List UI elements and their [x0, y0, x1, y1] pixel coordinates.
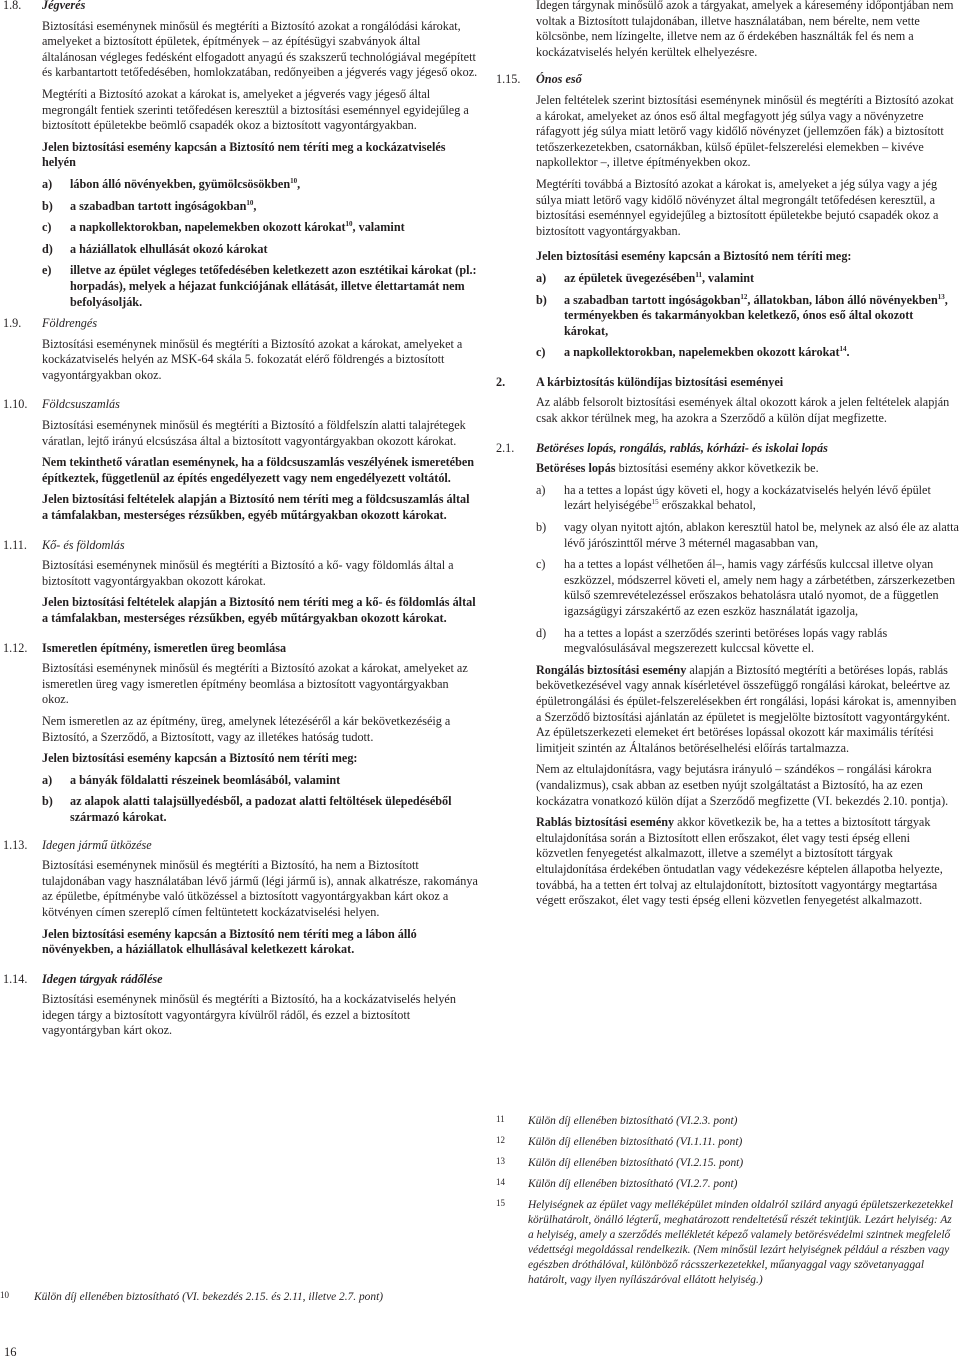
footnote-number: 13: [496, 1156, 505, 1166]
exclusion-heading: Jelen biztosítási esemény kapcsán a Biztosító nem téríti meg a kockázatviselés helyén: [42, 139, 446, 170]
paragraph: Biztosítási eseménynek minősül és megtéríti a Biztosító azokat a rongálódási károkat, amelyeket a biztosított épületek, építmények – az építésügyi szabványok által általánosan végleges fedésként elfogadott anyagú és szakszerű technológiával megépített és karbantartott tetőfedésében, homlokzatában, redőnyeiben a jégverés vagy jégeső okoz.: [42, 18, 478, 80]
list-letter: c): [536, 557, 546, 572]
right-column: [496, 0, 960, 1286]
idegen-targy-definition: [496, 0, 960, 60]
list-letter: a): [536, 270, 547, 285]
footnote-number: 11: [496, 1114, 505, 1124]
footnote-number: 15: [496, 1198, 505, 1208]
list-item: [42, 220, 478, 236]
list-text: lábon álló növényekben, gyümölcsösökben: [70, 176, 291, 191]
list-letter: c): [536, 345, 546, 360]
section-number: 2.1.: [496, 440, 515, 455]
section-title: Betöréses lopás, rongálás, rablás, kórházi- és iskolai lopás: [536, 440, 828, 455]
exclusion-heading: Jelen biztosítási esemény kapcsán a Biztosító nem téríti meg:: [42, 751, 358, 766]
section-title: Földrengés: [42, 316, 98, 331]
paragraph: Nem az eltulajdonításra, vagy bejutásra irányuló – szándékos – rongálási károkra (vandalizmus), csak abban az esetben nyújt szolgáltatást a Biztosító, ha az ezen kockázatra vonatkozó külön díjat a Szerződő megfizette (VI. bekezdés 2.10. pontja).: [536, 762, 949, 808]
list-text: a bányák földalatti részeinek beomlásából, valamint: [70, 772, 341, 787]
list-item: [536, 557, 960, 619]
list-text: erőszakkal behatol,: [658, 498, 756, 513]
section-number: 1.9.: [3, 316, 22, 331]
condition-list: [536, 483, 960, 657]
list-item: [42, 177, 478, 193]
list-letter: a): [536, 482, 546, 497]
list-text: a napkollektorokban, napelemekben okozott károkat: [70, 220, 346, 235]
list-text: a szabadban tartott ingóságokban: [564, 292, 741, 307]
list-text: , állatokban, lábon álló növényekben: [747, 292, 938, 307]
paragraph: Idegen tárgynak minősülő azok a tárgyakat, amelyek a káresemény időpontjában nem voltak a Biztosított tulajdonában, illetve használatában, nem bérelte, nem vette kölcsönbe, nem lízingelte, illetve nem az ő érdekében használták fel és nem a kockázatviselés helyén kerültek elhelyezésre.: [536, 0, 954, 59]
page-number: 16: [4, 1345, 17, 1359]
section-title: Jégverés: [42, 0, 86, 12]
list-text: ha a tettes a lopást a szerződés szerinti betöréses lopás vagy rablás megvalósulásával megszerezett kulccsal követte el.: [564, 625, 888, 656]
section-1-15: [496, 72, 960, 361]
footnote-text: Külön díj ellenében biztosítható (VI.2.3. pont): [528, 1115, 738, 1127]
list-text: ha a tettes a lopást úgy követi el, hogy a kockázatviselés helyén lévő épület lezárt helyiségébe: [564, 482, 931, 513]
paragraph: Biztosítási eseménynek minősül és megtéríti a Biztosító, ha a kockázatviselés helyén idegen tárgy a biztosított vagyontárgyra kívülről rádől, és ezzel a biztosított vagyontárgyban kárt okoz.: [42, 992, 456, 1038]
paragraph: Biztosítási eseménynek minősül és megtéríti a Biztosító, ha nem a Biztosított tulajdonában vagy használatában lévő jármű (légi jármű is), annak alkatrésze, rakománya az épületbe, építménybe való ütközéssel a biztosított vagyontárgyakban kárt okoz a kötvényen címen szereplő címen feltüntetett kockázatviselési helyen.: [42, 858, 478, 919]
list-item: [42, 199, 478, 215]
list-item: [536, 345, 960, 361]
section-1-9: [0, 316, 478, 383]
list-item: [536, 293, 960, 340]
footnote-ref: 10: [290, 176, 298, 185]
footnote-ref: 12: [740, 292, 748, 301]
paragraph: Biztosítási eseménynek minősül és megtéríti a Biztosító a földfelszín alatti talajrétegek váratlan, lejtő irányú elcsúszása által a biztosított vagyontárgyakban okozott károkat.: [42, 418, 466, 448]
paragraph: Jelen feltételek szerint biztosítási eseménynek minősül és megtéríti a Biztosító azokat a károkat, amelyeket az ónos eső által megfagyott jég súlya vagy a növényzetre ráfagyott jég súlya miatt letörő vagy kidőlő növényzet (jellemzően fák) a biztosított tetőszerkezetekben, csatornákban, külső épület-felszerelési elemekben – kivéve napkollektor –, illetve építményekben okoz.: [536, 92, 954, 170]
footnote-ref: 10: [345, 220, 353, 229]
footnote-text: Külön díj ellenében biztosítható (VI.2.7. pont): [528, 1178, 738, 1190]
footnote: [496, 1135, 960, 1150]
section-1-11: [0, 538, 478, 627]
footnote-ref: 13: [937, 292, 945, 301]
section-title: Ismeretlen építmény, ismeretlen üreg beomlása: [42, 640, 287, 655]
list-letter: b): [536, 292, 547, 307]
list-tail: , valamint: [352, 220, 405, 235]
footnote-text: Helyiségnek az épület vagy melléképület minden oldalról szilárd anyagú épületszerkezetekkel körülhatárolt, önálló légterű, meghatározott rendeltetésű részét tekintjük. Lezárt helyiség: Az a helyiség, amely a szerződés mellékletét képező valamely betörésvédelmi szintnek megfelelő védettségi megoldással rendelkezik. (Nem minősül lezárt helyiségnek például a részben vagy egészben dróthálóval, különböző rácsszerkezetekkel, műanyaggal vagy szövetanyaggal határolt, vagy ilyen nyílászáróval ellátott helyiség.): [528, 1199, 954, 1286]
list-text: vagy olyan nyitott ajtón, ablakon keresztül hatol be, melynek az alsó éle az alatta lévő járószinttől mérve 3 méternél magasabban van,: [564, 520, 959, 550]
section-number: 1.12.: [3, 640, 28, 655]
section-1-8: [0, 0, 478, 310]
list-text: ha a tettes a lopást vélhetően ál–, hamis vagy zárfésűs kulccsal illetve olyan eszközzel, módszerrel követi el, amely nem hagy a zárbetétben, zárszerkezetben külső szemrevételezéssel erőszakos behatolásra utaló nyomot, de a független igazságügyi zárszakértő az ezen eszköz használatát igazolja,: [564, 557, 956, 618]
list-item: [536, 483, 960, 514]
footnote: [496, 1177, 960, 1192]
list-text: a szabadban tartott ingóságokban: [70, 198, 247, 213]
list-letter: e): [42, 263, 52, 278]
list-text: illetve az épület végleges tetőfedésében keletkezett azon esztétikai károkat (pl.: horpadás), melyek a héjazat funkciójának ellátását, illetve élettartamát nem befolyásolják.: [70, 263, 477, 309]
section-2-1: [496, 441, 960, 909]
exclusion-list: [536, 271, 960, 361]
footnotes-left: [0, 1290, 478, 1305]
term-rest: alapján a Biztosító megtéríti a betöréses lopás, rablás bekövetkezésével vagy annak kísérletével összefüggő rongálási károkat, beleértve az épületrongálási és épület-felszerelésekben ért rongálási, lopási károkat is, amennyiben a Szerződő biztosítási ajánlatán az épületet is megjelölte biztosított vagyontárgyként. Az épületszerkezeti elemeket ért betöréses lopással okozott kár maximális térítési limitjeit szintén az Általános betöréselhelési előírás tartalmazza.: [536, 662, 957, 755]
list-letter: d): [536, 625, 547, 640]
section-number: 1.10.: [3, 397, 28, 412]
list-letter: b): [536, 520, 547, 535]
paragraph: [536, 815, 960, 909]
list-item: [42, 773, 478, 789]
list-letter: d): [42, 241, 53, 256]
list-text: az alapok alatti talajsüllyedésből, a padozat alatti feltöltések ülepedéséből származó károkat.: [70, 794, 452, 824]
term-rest: biztosítási esemény akkor következik be.: [615, 461, 819, 476]
list-letter: a): [42, 772, 53, 787]
section-number: 1.15.: [496, 72, 521, 87]
footnote-ref: 11: [695, 270, 702, 279]
section-number: 1.8.: [3, 0, 22, 12]
section-title: Kő- és földomlás: [42, 537, 125, 552]
section-number: 1.11.: [3, 537, 27, 552]
list-text: .: [846, 345, 850, 360]
section-title: Idegen tárgyak rádőlése: [42, 971, 163, 986]
footnote-text: Külön díj ellenében biztosítható (VI. bekezdés 2.15. és 2.11, illetve 2.7. pont): [34, 1291, 384, 1303]
section-number: 2.: [496, 374, 506, 389]
paragraph: Megtéríti továbbá a Biztosító azokat a károkat is, amelyeket a jég súlya vagy a jég súlya miatt letörő vagy kidőlő növényzet által megrongált tetőfedésen keresztül, a biztosítási eseménnyel egyidejűleg a biztosított épületekbe bejutó csapadék okoz a biztosított vagyontárgyakban.: [536, 176, 939, 238]
exclusion-list: [42, 773, 478, 826]
paragraph: Biztosítási eseménynek minősül és megtéríti a Biztosító azokat a károkat, amelyeket az ismeretlen üreg vagy ismeretlen építmény beomlása a biztosított vagyontárgyakban okoz.: [42, 661, 468, 707]
list-letter: b): [42, 794, 53, 809]
footnote-ref: 14: [839, 345, 847, 354]
paragraph: Az alább felsorolt biztosítási események által okozott károk a jelen feltételek alapján csak akkor térülnek meg, ha azokra a Szerződő a külön díjat megfizette.: [536, 395, 950, 426]
footnote: [496, 1114, 960, 1129]
paragraph: Nem ismeretlen az az építmény, üreg, amelynek létezéséről a kár bekövetkezéséig a Biztosító, a Szerződő, a Biztosított, vagy az illetékes hatóság tudott.: [42, 713, 451, 744]
section-1-12: [0, 641, 478, 826]
list-item: [42, 242, 478, 258]
section-1-10: [0, 397, 478, 523]
list-item: [42, 794, 478, 825]
footnote-number: 10: [0, 1290, 9, 1300]
section-title: A kárbiztosítás különdíjas biztosítási eseményei: [536, 374, 784, 389]
list-text: a napkollektorokban, napelemekben okozott károkat: [564, 345, 840, 360]
list-text: az épületek üvegezésében: [564, 270, 696, 285]
footnote-text: Külön díj ellenében biztosítható (VI.2.15. pont): [528, 1157, 744, 1169]
paragraph-bold: Jelen biztosítási feltételek alapján a Biztosító nem téríti meg a földcsuszamlás által a támfalakban, mesterséges rézsűkben, egyéb műtárgyakban okozott károkat.: [42, 492, 470, 523]
paragraph: Biztosítási eseménynek minősül és megtéríti a Biztosító a kő- vagy földomlás által a biztosított vagyontárgyakban okozott károkat.: [42, 558, 454, 588]
paragraph: [536, 461, 960, 477]
section-1-14: [0, 972, 478, 1039]
list-text: , terményekben és takarmányokban keletkező, ónos eső által okozott károkat,: [564, 292, 948, 338]
term-bold: Rablás biztosítási esemény: [536, 815, 675, 830]
left-column: [0, 0, 478, 1303]
footnote: [496, 1198, 960, 1288]
term-bold: Betöréses lopás: [536, 461, 616, 476]
term-bold: Rongálás biztosítási esemény: [536, 662, 687, 677]
paragraph-bold: Jelen biztosítási esemény kapcsán a Biztosító nem téríti meg a lábon álló növényekben, a háziállatok elhullásával keletkezett károkat.: [42, 926, 417, 957]
exclusion-heading: Jelen biztosítási esemény kapcsán a Biztosító nem téríti meg:: [536, 249, 852, 264]
footnote-ref: 15: [651, 498, 659, 507]
footnote: [0, 1290, 478, 1305]
section-number: 1.14.: [3, 971, 28, 986]
exclusion-list: [42, 177, 478, 310]
footnote: [496, 1156, 960, 1171]
list-item: [536, 520, 960, 551]
section-title: Ónos eső: [536, 72, 582, 87]
list-item: [536, 626, 960, 657]
list-tail: ,: [253, 198, 257, 213]
section-title: Földcsuszamlás: [42, 397, 120, 412]
section-1-13: [0, 838, 478, 958]
paragraph: [536, 663, 960, 757]
paragraph: Biztosítási eseménynek minősül és megtéríti a Biztosító azokat a károkat, amelyeket a kockázatviselés helyén az MSK-64 skála 5. fokozatát elérő földrengés a biztosított vagyontárgyakban okoz.: [42, 336, 463, 382]
section-2: [496, 375, 960, 427]
paragraph: Megtéríti a Biztosító azokat a károkat is, amelyeket a jégverés vagy jégeső által megrongált fentiek szerinti tetőfedésen keresztül a biztosítási eseménnyel egyidejűleg a biztosított épületekbe beömlő csapadék okoz a biztosított vagyontárgyakban.: [42, 86, 469, 133]
list-tail: ,: [297, 176, 301, 191]
list-text: a háziállatok elhullását okozó károkat: [70, 241, 268, 256]
section-title: Idegen jármű ütközése: [42, 837, 152, 852]
footnote-ref: 10: [246, 198, 254, 207]
footnotes-right: [496, 1114, 960, 1288]
list-item: [42, 263, 478, 310]
footnote-number: 14: [496, 1177, 505, 1187]
footnote-text: Külön díj ellenében biztosítható (VI.1.11. pont): [528, 1136, 743, 1148]
list-letter: a): [42, 176, 53, 191]
list-letter: c): [42, 220, 52, 235]
list-text: , valamint: [701, 270, 755, 285]
list-item: [536, 271, 960, 287]
footnote-number: 12: [496, 1135, 505, 1145]
list-letter: b): [42, 198, 53, 213]
paragraph-bold: Jelen biztosítási feltételek alapján a Biztosító nem téríti meg a kő- és földomlás által a támfalakban, mesterséges rézsűkben, egyéb műtárgyakban okozott károkat.: [42, 595, 476, 625]
paragraph-bold: Nem tekinthető váratlan eseménynek, ha a földcsuszamlás veszélyének ismeretében építkeztek, függetlenül az építés engedélyezett vagy nem engedélyezett voltától.: [42, 455, 475, 485]
term-rest: akkor következik be, ha a tettes a biztosított tárgyak eltulajdonítása során a Biztosított ellen erőszakot, élet vagy testi épség elleni közvetlen fenyegetést alkalmazott, illetve a személyt a biztosított tárgyak eltulajdonítása érdekében öntudatlan vagy védekezésre képtelen állapotba helyezte, továbbá, ha a tetten ért tolvaj az eltulajdonított, biztosított vagyontárgy megtartása végett erőszakot, élet vagy testi épség elleni közvetlen fenyegetést alkalmazott.: [536, 815, 943, 908]
section-number: 1.13.: [3, 837, 28, 852]
